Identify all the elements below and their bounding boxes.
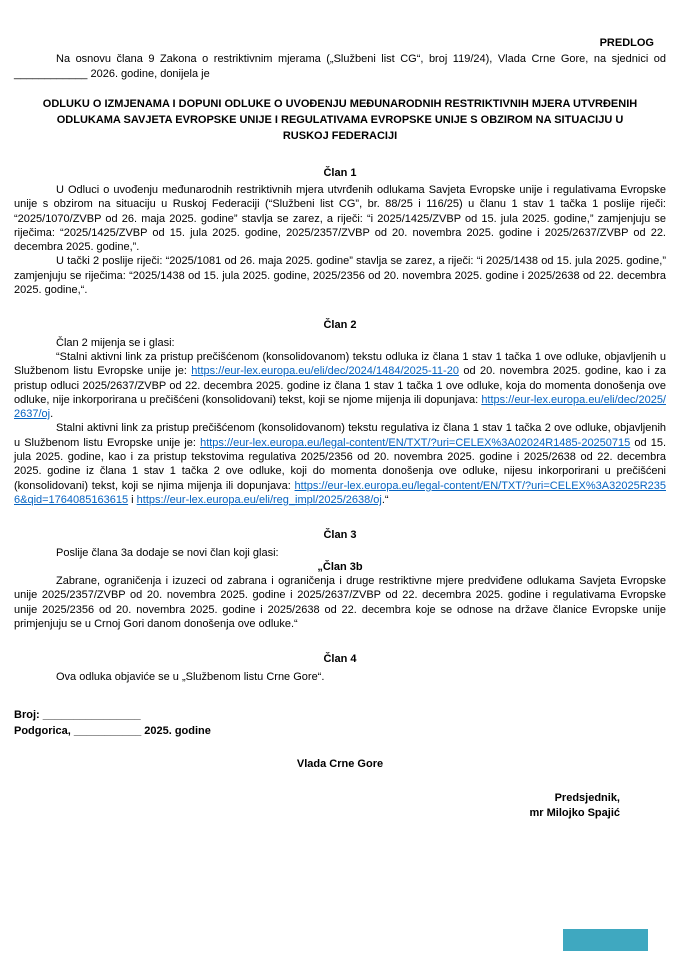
hyperlink[interactable]: https://eur-lex.europa.eu/eli/dec/2025/2637/oj bbox=[14, 393, 666, 421]
article-1-paragraph-2: U tački 2 poslije riječi: “2025/1081 od 26. maja 2025. godine” stavlja se zarez, a riječi: “i 2025/1438 od 15. jula 2025. godine,” zamjenjuju se riječima: “2025/1438 od 15. jula 2025. godine, 2025/2356 od 20. novembra 2025. godine i 2025/2638 od 22. decembra 2025. godine,“. bbox=[14, 255, 666, 297]
bottom-right-marker bbox=[563, 929, 648, 951]
article-3-lead: Poslije člana 3a dodaje se novi član koji glasi: bbox=[56, 546, 279, 559]
article-2-heading: Član 2 bbox=[323, 319, 357, 332]
article-2-lead: Član 2 mijenja se i glasi: bbox=[56, 336, 175, 349]
intro-paragraph: Na osnovu člana 9 Zakona o restriktivnim mjerama („Službeni list CG“, broj 119/24), Vlada Crne Gore, na sjednici od ____________ 2026. godine, donijela je bbox=[14, 53, 666, 80]
signer-name: mr Milojko Spajić bbox=[529, 806, 620, 819]
text-segment: .“ bbox=[381, 493, 389, 506]
number-line: Broj: ________________ bbox=[14, 708, 141, 721]
article-3-heading: Član 3 bbox=[323, 529, 357, 542]
hyperlink[interactable]: https://eur-lex.europa.eu/legal-content/EN/TXT/?uri=CELEX%3A02024R1485-20250715 bbox=[200, 436, 631, 449]
text-segment: od 20. novembra 2025. godine, kao i za pristup odluci 2025/2637/ZVBP od 22. decembra 2025. godine iz člana 1 stav 1 tačka 1 ove odluke, koja do momenta donošenja ove odluke, nije inkorporirana u prečišćeni (konsolidovani) tekst, koji se njome mijenja ili dopunjava: bbox=[14, 365, 666, 406]
text-segment: Stalni aktivni link za pristup prečišćenom (konsolidovanom) tekstu regulativa iz člana 1 stav 1 tačka 2 ove odluke, objavljenih u Službenom listu Evropske unije je: bbox=[14, 422, 666, 449]
signature-block bbox=[14, 791, 666, 821]
article-3b-paragraph: Zabrane, ograničenja i izuzeci od zabrana i ograničenja i druge restriktivne mjere predviđene odlukama Savjeta Evropske unije 2025/2357/ZVBP od 20. novembra 2025. godine i 2025/2637/ZVBP od 22. decembra 2025. godine i regulativama Evropske unije 2025/2356 od 20. novembra 2025. godine i 2025/2638 od 22. decembra koje se odnose na države članice Evropske unije primjenjuju se u Crnoj Gori danom donošenja ove odluke.“ bbox=[14, 575, 666, 631]
place-date-line: Podgorica, ___________ 2025. godine bbox=[14, 725, 211, 738]
text-segment: . bbox=[50, 408, 54, 421]
document-label: PREDLOG bbox=[599, 37, 654, 49]
article-3b-heading: „Član 3b bbox=[317, 560, 363, 573]
hyperlink[interactable]: https://eur-lex.europa.eu/legal-content/EN/TXT/?uri=CELEX%3A32025R2356&qid=1764085163615 bbox=[14, 479, 666, 506]
hyperlink[interactable]: https://eur-lex.europa.eu/eli/reg_impl/2025/2638/oj bbox=[136, 493, 382, 506]
text-segment: od 15. jula 2025. godine, kao i za pristup tekstovima regulativa 2025/2356 od 20. novembra 2025. godine i 2025/2638 od 22. decembra 2025. godine iz člana 1 stav 1 tačka 2 ove odluke, koji do momenta donošenja ove odluke, nijesu inkorporirani u prečišćeni (konsolidovani) tekst, koji se njima mijenja ili dopunjava: bbox=[14, 436, 667, 492]
article-1-paragraph-1: U Odluci o uvođenju međunarodnih restriktivnih mjera utvrđenih odlukama Savjeta Evropske unije i regulativama Evropske unije s obzirom na situaciju u Ruskoj Federaciji (“Službeni list CG”, br. 88/25 i 116/25) u članu 1 stav 1 tačka 1 poslije riječi: “2025/1070/ZVBP od 26. maja 2025. godine” stavlja se zarez, a riječi: “i 2025/1425/ZVBP od 15. jula 2025. godine,” zamjenjuju se riječima: “2025/1425/ZVBP od 15. jula 2025. godine, 2025/2357/ZVBP od 20. novembra 2025. godine i 2025/2637/ZVBP od 22. decembra 2025. godine,”. bbox=[14, 184, 666, 254]
signer-title: Predsjednik, bbox=[554, 791, 620, 804]
article-1-heading: Član 1 bbox=[323, 166, 357, 179]
article-4-heading: Član 4 bbox=[323, 653, 357, 666]
article-4-paragraph: Ova odluka objaviće se u „Službenom listu Crne Gore“. bbox=[56, 670, 325, 683]
text-segment: i bbox=[128, 493, 137, 506]
text-segment: “Stalni aktivni link za pristup prečišćenom (konsolidovanom) tekstu odluka iz člana 1 stav 1 tačka 1 ove odluke, objavljenih u Službenom listu Evropske unije je: bbox=[14, 350, 666, 378]
document-title: ODLUKU O IZMJENAMA I DOPUNI ODLUKE O UVOĐENJU MEĐUNARODNIH RESTRIKTIVNIH MJERA UTVRĐENIH ODLUKAMA SAVJETA EVROPSKE UNIJE I REGULATIVAMA EVROPSKE UNIJE S OBZIROM NA SITUACIJU U RUSKOJ FEDERACIJI bbox=[42, 97, 638, 142]
article-2-paragraph-1 bbox=[14, 350, 666, 421]
hyperlink[interactable]: https://eur-lex.europa.eu/eli/dec/2024/1484/2025-11-20 bbox=[191, 365, 459, 378]
government-line: Vlada Crne Gore bbox=[296, 757, 384, 770]
article-2-paragraph-2 bbox=[14, 421, 666, 507]
